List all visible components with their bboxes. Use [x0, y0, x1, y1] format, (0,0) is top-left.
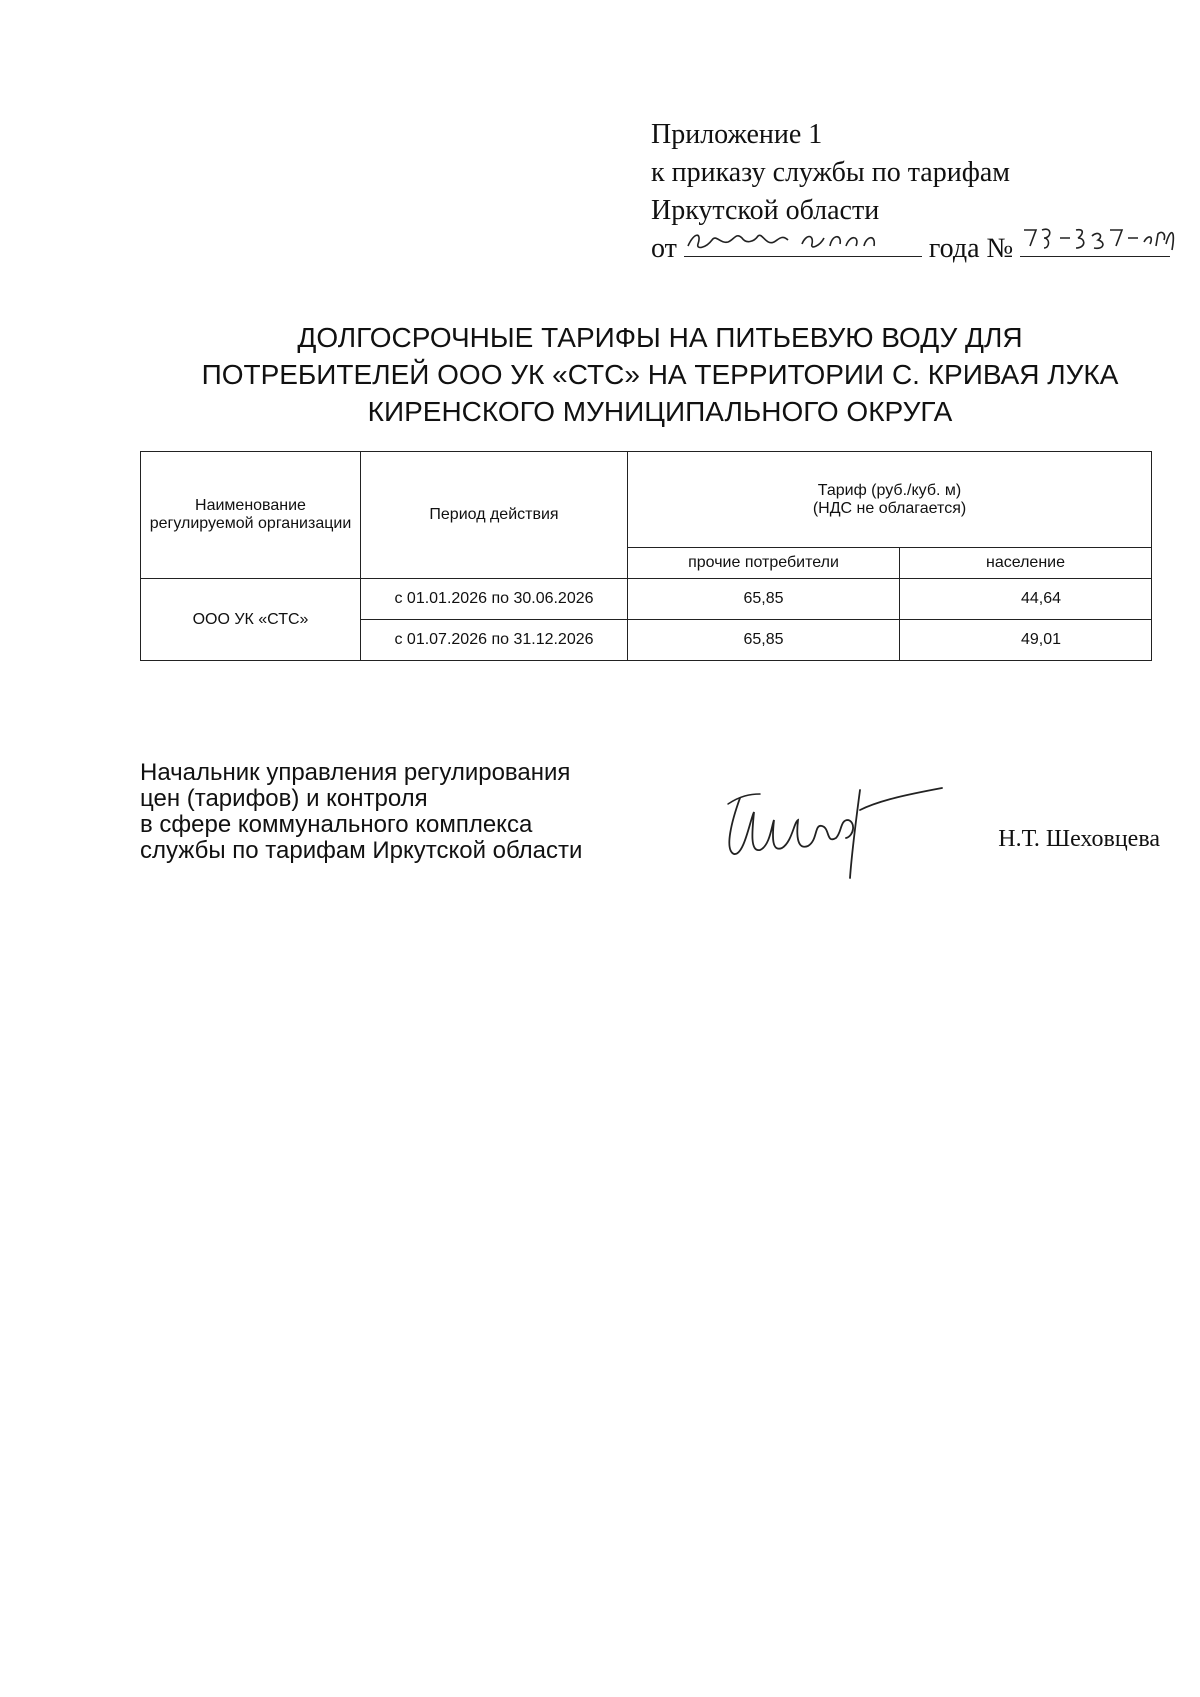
year-label: года № [928, 233, 1014, 264]
title-line: КИРЕНСКОГО МУНИЦИПАЛЬНОГО ОКРУГА [367, 396, 953, 427]
population-tariff-cell: 44,64 [900, 579, 1152, 620]
population-tariff-cell: 49,01 [900, 620, 1152, 661]
header-other-consumers: прочие потребители [628, 548, 900, 579]
period-cell: с 01.07.2026 по 31.12.2026 [361, 620, 628, 661]
position-line: Начальник управления регулирования [140, 759, 571, 786]
appendix-line: к приказу службы по тарифам [651, 157, 1010, 188]
handwritten-number [1020, 256, 1170, 257]
handwritten-date [684, 256, 922, 257]
table-header-row [141, 452, 1152, 548]
appendix-header [651, 116, 1191, 268]
header-period: Период действия [361, 452, 628, 579]
organization-cell: ООО УК «СТС» [141, 579, 361, 661]
header-population: население [900, 548, 1152, 579]
position-line: в сфере коммунального комплекса [140, 811, 533, 838]
title-line: ДОЛГОСРОЧНЫЕ ТАРИФЫ НА ПИТЬЕВУЮ ВОДУ ДЛЯ [297, 322, 1023, 353]
position-line: цен (тарифов) и контроля [140, 785, 428, 812]
appendix-line: Иркутской области [651, 195, 880, 226]
position-line: службы по тарифам Иркутской области [140, 837, 583, 864]
title-line: ПОТРЕБИТЕЛЕЙ ООО УК «СТС» НА ТЕРРИТОРИИ С. КРИВАЯ ЛУКА [201, 359, 1119, 390]
signer-position [140, 760, 660, 864]
appendix-line: Приложение 1 [651, 119, 823, 150]
from-prefix: от [651, 233, 677, 264]
appendix-date-line [651, 230, 1191, 268]
header-organization: Наименование регулируемой организации [141, 452, 361, 579]
tariff-table [140, 451, 1152, 661]
header-tariff [628, 452, 1152, 548]
header-tariff-unit: Тариф (руб./куб. м) [817, 481, 962, 499]
other-tariff-cell: 65,85 [628, 620, 900, 661]
handwritten-signature [710, 780, 950, 880]
period-cell: с 01.01.2026 по 30.06.2026 [361, 579, 628, 620]
header-tariff-vat: (НДС не облагается) [812, 499, 967, 517]
table-row [141, 579, 1152, 620]
signer-name: Н.Т. Шеховцева [998, 826, 1160, 852]
handwritten-date-scribble [684, 224, 884, 254]
document-title [160, 319, 1160, 430]
handwritten-number-scribble [1020, 220, 1180, 254]
other-tariff-cell: 65,85 [628, 579, 900, 620]
